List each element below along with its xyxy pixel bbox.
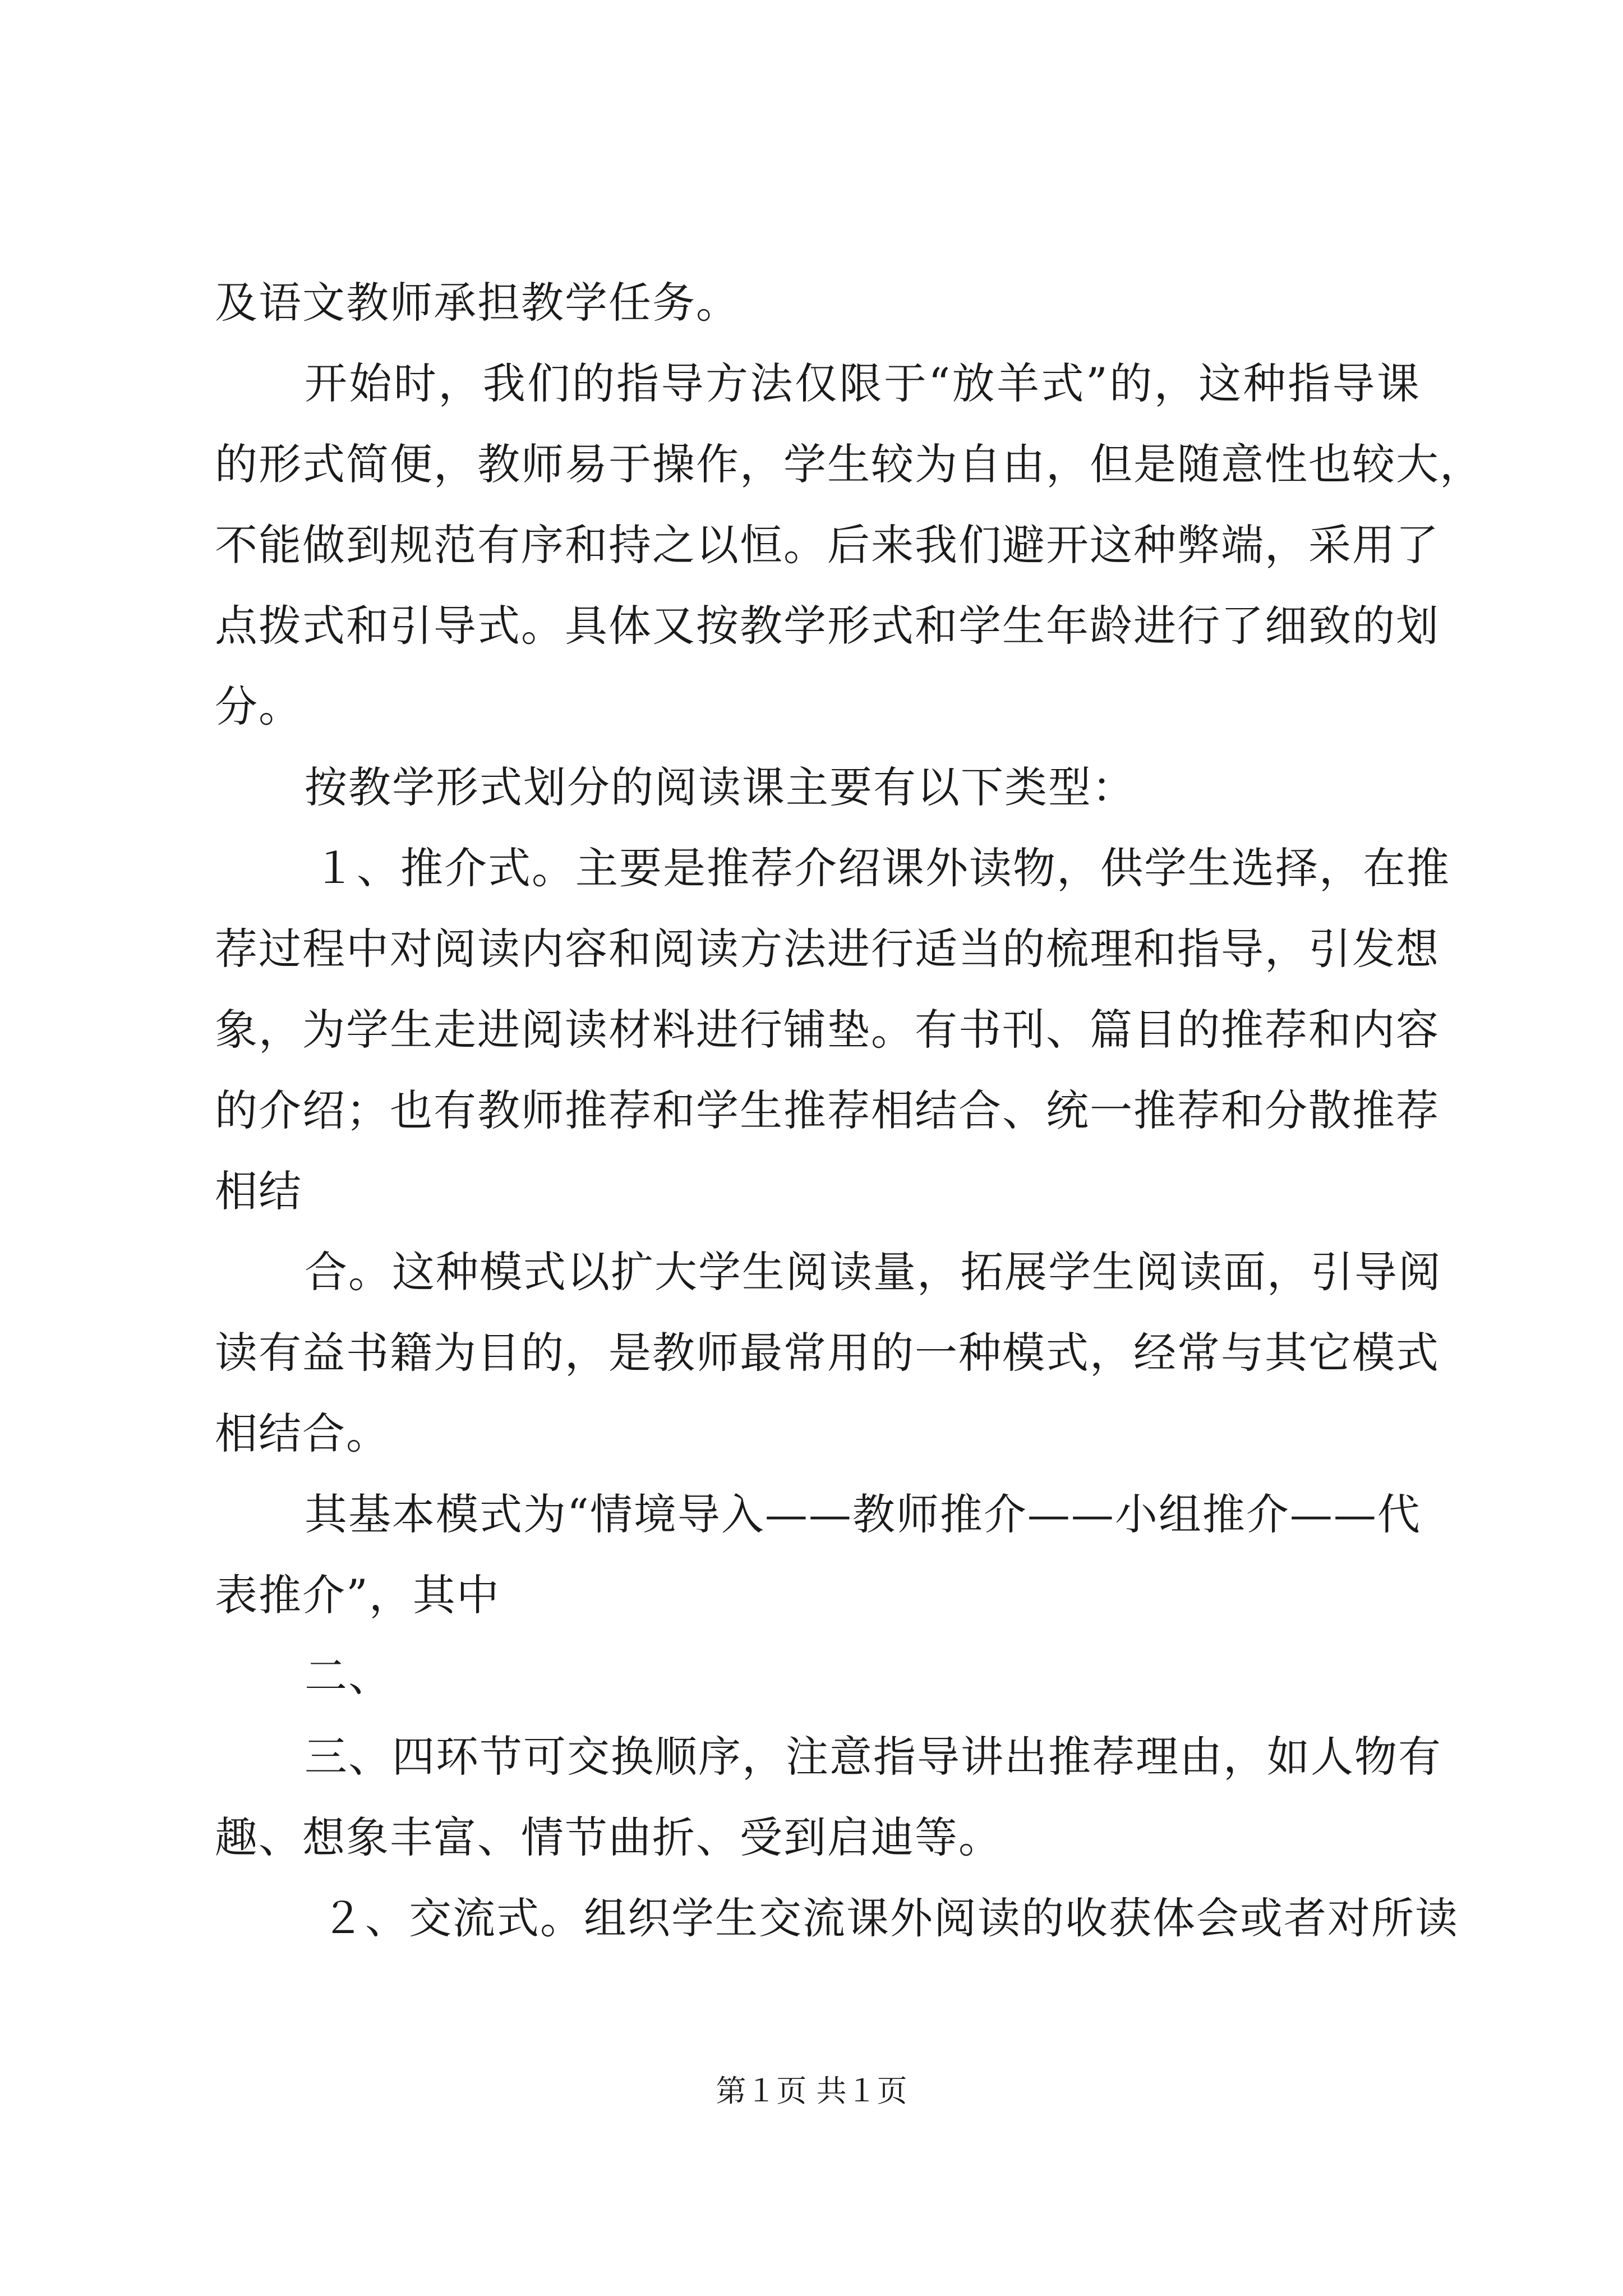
text-line: 象，为学生走进阅读材料进行铺垫。有书刊、篇目的推荐和内容	[215, 1005, 1440, 1055]
text-line: 三、四环节可交换顺序，注意指导讲出推荐理由，如人物有	[305, 1732, 1442, 1782]
text-line: 合。这种模式以扩大学生阅读量，拓展学生阅读面，引导阅	[305, 1247, 1442, 1297]
page-footer: 第１页 共１页	[716, 2073, 907, 2109]
text-line: 其基本模式为“情境导入——教师推介——小组推介——代	[305, 1489, 1421, 1539]
document-body	[215, 263, 1483, 1959]
text-line: 趣、想象丰富、情节曲折、受到启迪等。	[215, 1812, 1002, 1862]
text-line: １、推介式。主要是推荐介绍课外读物，供学生选择，在推	[313, 843, 1450, 893]
text-line: 相结合。	[215, 1409, 390, 1458]
text-line: 相结	[215, 1166, 302, 1216]
text-line: 不能做到规范有序和持之以恒。后来我们避开这种弊端，采用了	[215, 520, 1440, 570]
text-line: 荐过程中对阅读内容和阅读方法进行适当的梳理和指导，引发想	[215, 924, 1440, 974]
text-line: 点拨式和引导式。具体又按教学形式和学生年龄进行了细致的划	[215, 601, 1440, 651]
text-line: 按教学形式划分的阅读课主要有以下类型：	[305, 762, 1136, 812]
text-line: 分。	[215, 682, 302, 731]
text-line: 及语文教师承担教学任务。	[215, 278, 740, 328]
text-line: 二、	[305, 1651, 392, 1701]
text-line: 表推介”，其中	[215, 1570, 500, 1620]
text-line: 读有益书籍为目的，是教师最常用的一种模式，经常与其它模式	[215, 1328, 1440, 1378]
text-line: 的介绍；也有教师推荐和学生推荐相结合、统一推荐和分散推荐	[215, 1085, 1440, 1135]
text-line: ２、交流式。组织学生交流课外阅读的收获体会或者对所读	[321, 1893, 1459, 1943]
text-line: 的形式简便，教师易于操作，学生较为自由，但是随意性也较大，	[215, 439, 1483, 489]
text-line: 开始时，我们的指导方法仅限于“放羊式”的，这种指导课	[305, 358, 1421, 408]
